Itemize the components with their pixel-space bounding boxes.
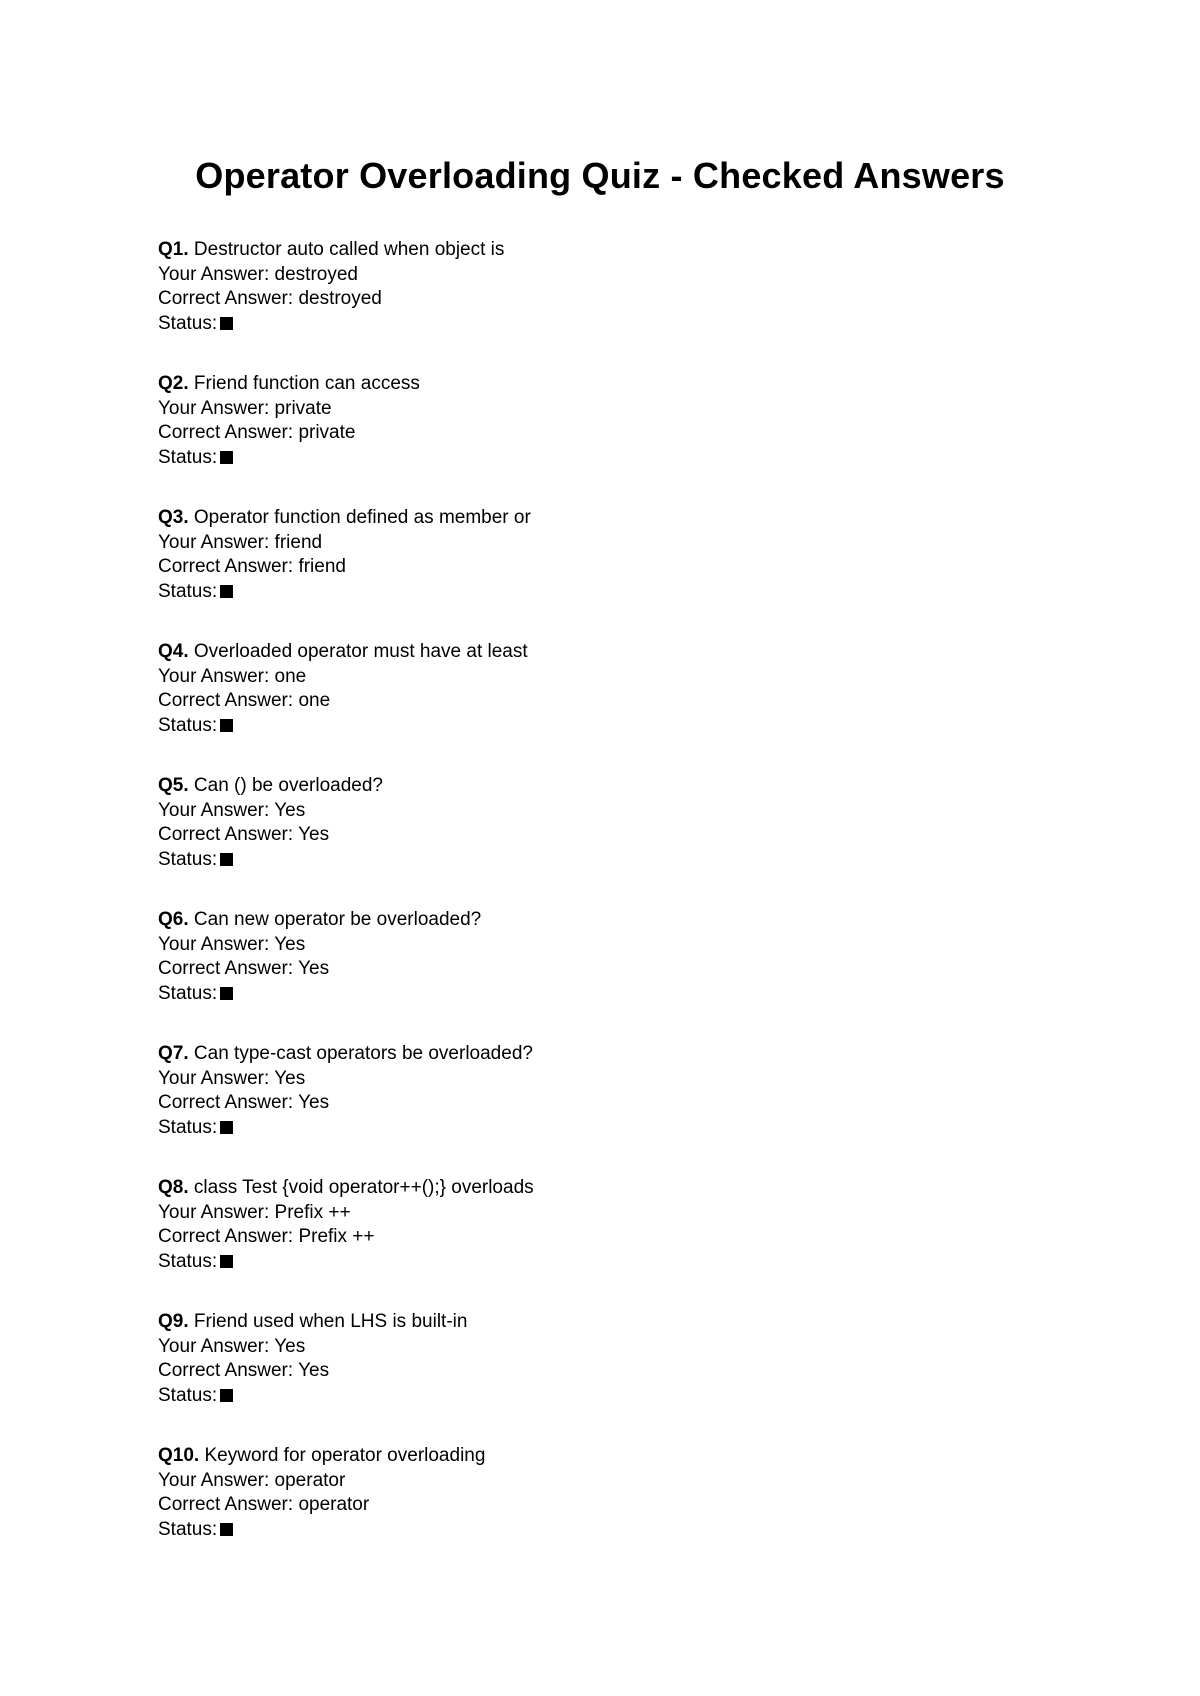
your-answer-value: operator: [274, 1469, 346, 1491]
correct-answer-label: Correct Answer:: [158, 422, 294, 443]
question-block-10: [158, 1444, 1058, 1578]
correct-answer-value: one: [298, 690, 331, 711]
question-text: Friend used when LHS is built-in: [193, 1311, 468, 1332]
your-answer-value: private: [274, 397, 332, 419]
correct-answer-label: Correct Answer:: [158, 824, 294, 845]
status-label: Status:: [158, 1116, 218, 1138]
page-title: Operator Overloading Quiz - Checked Answers: [195, 155, 1005, 196]
correct-answer-value: operator: [298, 1494, 370, 1515]
correct-answer-value: private: [298, 422, 356, 443]
question-number: Q3.: [158, 507, 189, 528]
question-text: Can type-cast operators be overloaded?: [193, 1043, 533, 1064]
status-label: Status:: [158, 1250, 218, 1272]
your-answer-label: Your Answer:: [158, 933, 270, 955]
question-block-1: [158, 238, 1058, 372]
your-answer-label: Your Answer:: [158, 1067, 270, 1089]
question-block-7: [158, 1042, 1058, 1176]
status-label: Status:: [158, 714, 218, 736]
correct-answer-value: destroyed: [298, 288, 382, 309]
correct-answer-label: Correct Answer:: [158, 690, 294, 711]
your-answer-label: Your Answer:: [158, 1335, 270, 1357]
question-block-4: [158, 640, 1058, 774]
filled-square-icon: [220, 1523, 233, 1536]
question-number: Q7.: [158, 1043, 189, 1064]
your-answer-label: Your Answer:: [158, 799, 270, 821]
question-number: Q2.: [158, 373, 189, 394]
question-block-6: [158, 908, 1058, 1042]
correct-answer-label: Correct Answer:: [158, 958, 294, 979]
question-number: Q9.: [158, 1311, 189, 1332]
correct-answer-value: Yes: [298, 958, 330, 979]
question-block-9: [158, 1310, 1058, 1444]
correct-answer-label: Correct Answer:: [158, 288, 294, 309]
correct-answer-value: Yes: [298, 824, 330, 845]
your-answer-label: Your Answer:: [158, 665, 270, 687]
question-block-3: [158, 506, 1058, 640]
filled-square-icon: [220, 1121, 233, 1134]
your-answer-label: Your Answer:: [158, 263, 270, 285]
question-block-5: [158, 774, 1058, 908]
question-block-8: [158, 1176, 1058, 1310]
correct-answer-label: Correct Answer:: [158, 1360, 294, 1381]
status-label: Status:: [158, 1518, 218, 1540]
status-label: Status:: [158, 982, 218, 1004]
your-answer-value: Yes: [274, 799, 306, 821]
question-text: Friend function can access: [193, 373, 420, 394]
your-answer-label: Your Answer:: [158, 531, 270, 553]
your-answer-value: Prefix ++: [274, 1201, 351, 1223]
question-number: Q10.: [158, 1445, 200, 1466]
filled-square-icon: [220, 585, 233, 598]
question-text: class Test {void operator++();} overloads: [193, 1177, 534, 1198]
your-answer-value: one: [274, 665, 307, 687]
filled-square-icon: [220, 451, 233, 464]
correct-answer-value: Yes: [298, 1360, 330, 1381]
filled-square-icon: [220, 317, 233, 330]
correct-answer-value: Prefix ++: [298, 1226, 375, 1247]
filled-square-icon: [220, 987, 233, 1000]
correct-answer-value: friend: [298, 556, 346, 577]
correct-answer-label: Correct Answer:: [158, 1092, 294, 1113]
question-list: [158, 238, 1058, 1578]
your-answer-value: Yes: [274, 1335, 306, 1357]
question-block-2: [158, 372, 1058, 506]
status-label: Status:: [158, 312, 218, 334]
your-answer-value: Yes: [274, 1067, 306, 1089]
status-label: Status:: [158, 1384, 218, 1406]
question-text: Keyword for operator overloading: [204, 1445, 486, 1466]
your-answer-value: Yes: [274, 933, 306, 955]
question-text: Can () be overloaded?: [193, 775, 383, 796]
question-number: Q8.: [158, 1177, 189, 1198]
question-text: Can new operator be overloaded?: [193, 909, 482, 930]
correct-answer-value: Yes: [298, 1092, 330, 1113]
question-number: Q1.: [158, 239, 189, 260]
question-number: Q6.: [158, 909, 189, 930]
status-label: Status:: [158, 580, 218, 602]
correct-answer-label: Correct Answer:: [158, 1226, 294, 1247]
your-answer-label: Your Answer:: [158, 1201, 270, 1223]
question-number: Q4.: [158, 641, 189, 662]
your-answer-label: Your Answer:: [158, 397, 270, 419]
status-label: Status:: [158, 446, 218, 468]
question-text: Operator function defined as member or: [193, 507, 531, 528]
filled-square-icon: [220, 853, 233, 866]
your-answer-value: friend: [274, 531, 323, 553]
your-answer-label: Your Answer:: [158, 1469, 270, 1491]
status-label: Status:: [158, 848, 218, 870]
question-text: Destructor auto called when object is: [193, 239, 505, 260]
filled-square-icon: [220, 1255, 233, 1268]
question-text: Overloaded operator must have at least: [193, 641, 528, 662]
filled-square-icon: [220, 1389, 233, 1402]
correct-answer-label: Correct Answer:: [158, 556, 294, 577]
filled-square-icon: [220, 719, 233, 732]
question-number: Q5.: [158, 775, 189, 796]
your-answer-value: destroyed: [274, 263, 358, 285]
correct-answer-label: Correct Answer:: [158, 1494, 294, 1515]
